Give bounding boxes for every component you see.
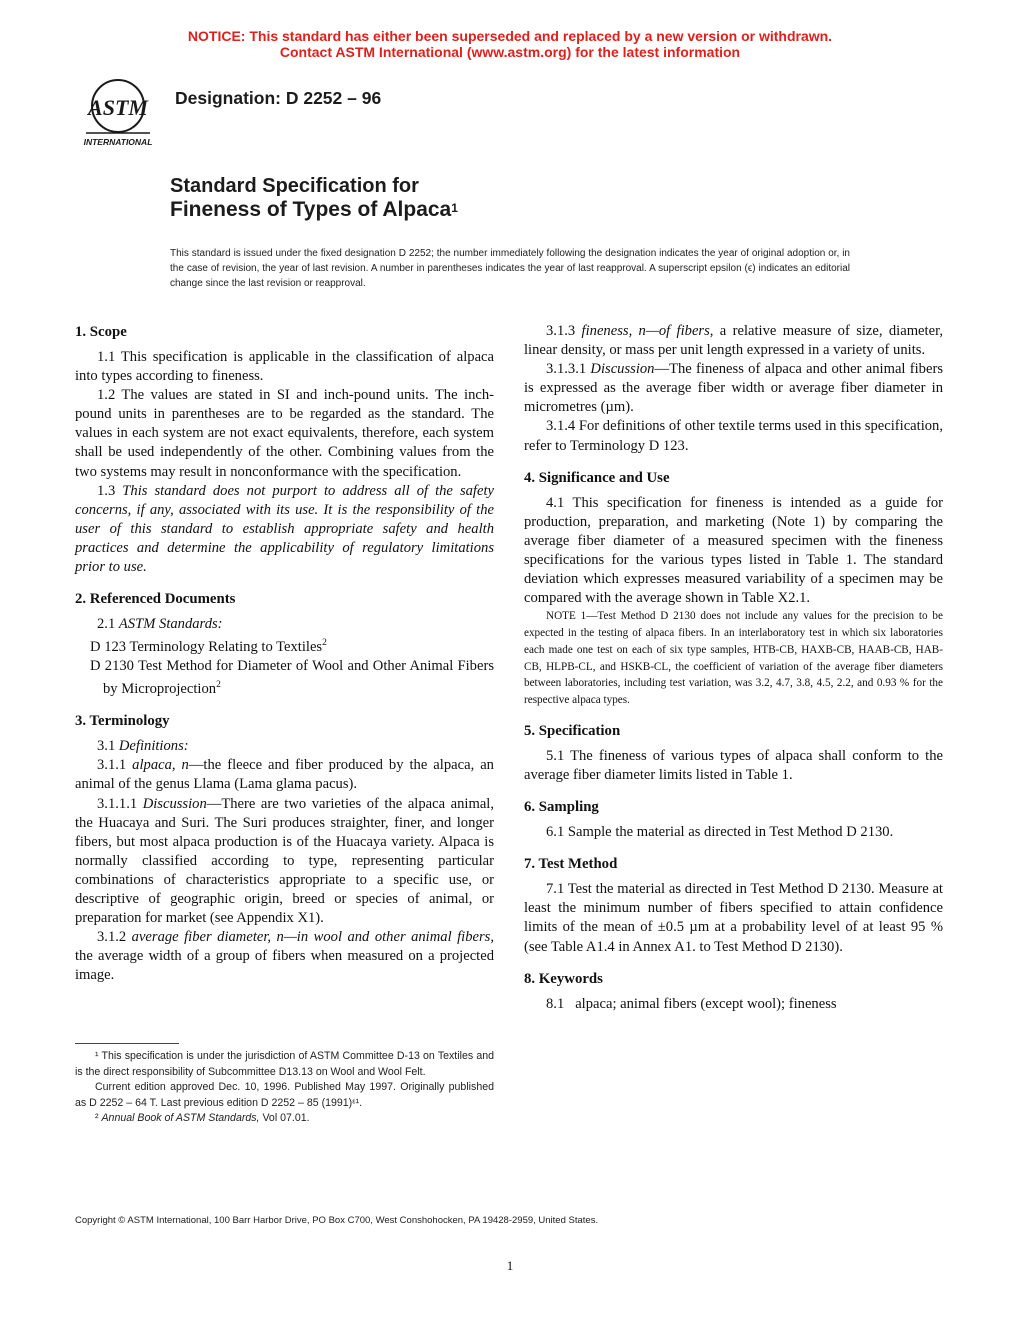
sampling-6-1: 6.1 Sample the material as directed in Test Method D 2130. (546, 824, 894, 841)
terminology-3-1-1-1: 3.1.1.1 Discussion—There are two varieties of the alpaca animal, the Huacaya and Suri. The Suri produces straighter, finer, and longer fibers, but most alpaca production is of the Huacaya variety. Alpaca is normally classified according to type, representing particular combinations of characteristics appropriate to a specific use, or descriptive of geographic origin, breed or species of animal, or preparation for market (see Appendix X1). (75, 795, 494, 927)
terminology-3-1-4: 3.1.4 For definitions of other textile terms used in this specification, refer to Terminology D 123. (524, 418, 943, 454)
significance-4-1: 4.1 This specification for fineness is intended as a guide for production, preparation, and marketing (Note 1) by comparing the average fiber diameter of a measured specimen with the fineness specifications for the various types listed in Table 1. The standard deviation which expresses measured variability of a specimen may be compared with the average shown in Table X2.1. (524, 494, 943, 607)
scope-1-1: 1.1 This specification is applicable in the classification of alpaca into types according to fineness. (75, 349, 494, 385)
scope-1-2: 1.2 The values are stated in SI and inch-pound units. The inch-pound units in parentheses are to be regarded as the standard. The values in each system are not exact equivalents, therefore, each system shall be used independently of the other. Combining values from the two systems may result in nonconformance with the specification. (75, 387, 494, 480)
test-method-7-1: 7.1 Test the material as directed in Test Method D 2130. Measure at least the minimum number of fibers specified to attain confidence limits of the mean of ±0.5 µm at a probability level of at least 95 % (see Table A1.4 in Annex A1. to Test Method D 2130). (524, 881, 943, 955)
page-number: 1 (506, 1258, 514, 1273)
note-1: NOTE 1—Test Method D 2130 does not include any values for the precision to be expected in the testing of alpaca fibers. In an interlaboratory test in which six laboratories each made one test on each of six type samples, HTB-CB, HAXB-CB, HAAB-CB, HAB-CB, HLPB-CL, and HSKB-CL, the coefficient of variation of the average fiber diameters between laboratories, including test variation, was 3.2, 4.7, 3.8, 4.5, 2.2, and 0.93 % for the respective alpaca types. (524, 610, 943, 707)
title-line-1: Standard Specification for (170, 175, 419, 197)
footnote-rule (75, 1043, 179, 1044)
issue-statement: This standard is issued under the fixed designation D 2252; the number immediately following the designation indicates the year of original adoption or, in the case of revision, the year of last revision. A number in parentheses indicates the year of last reapproval. A superscript epsilon (ϵ) indicates an editorial change since the last revision or reapproval. (170, 248, 850, 289)
logo-letters: ASTM (88, 95, 148, 120)
terminology-3-1-2: 3.1.2 average fiber diameter, n—in wool and other animal fibers, the average width of a group of fibers when measured on a projected image. (75, 929, 494, 984)
notice-line-2: Contact ASTM International (www.astm.org) for the latest information (279, 44, 741, 60)
notice-line-1: NOTICE: This standard has either been superseded and replaced by a new version or withdrawn. (187, 28, 833, 44)
section-referenced-heading: 2. Referenced Documents (75, 591, 236, 608)
terminology-3-1-1: 3.1.1 alpaca, n—the fleece and fiber produced by the alpaca, an animal of the genus Llama (Lama glama pacus). (75, 757, 494, 793)
withdrawal-notice (0, 28, 1020, 60)
specification-5-1: 5.1 The fineness of various types of alpaca shall conform to the average fiber diameter limits listed in Table 1. (524, 748, 943, 784)
referenced-2-1: 2.1 ASTM Standards: (97, 616, 223, 633)
reference-d2130: D 2130 Test Method for Diameter of Wool and Other Animal Fibers by Microprojection$^2$ (90, 658, 494, 698)
reference-d123: D 123 Terminology Relating to Textiles$^2$ (90, 638, 327, 656)
scope-1-3: 1.3 This standard does not purport to address all of the safety concerns, if any, associated with its use. It is the responsibility of the user of this standard to establish appropriate safety and health practices and determine the applicability of regulatory limitations prior to use. (75, 482, 494, 576)
section-keywords-heading: 8. Keywords (524, 970, 603, 987)
footnotes (75, 1049, 494, 1127)
logo-caption: INTERNATIONAL (83, 137, 153, 147)
left-column (75, 322, 494, 985)
section-test-method-heading: 7. Test Method (524, 856, 618, 873)
footnote-2: ² Annual Book of ASTM Standards, Vol 07.01. (95, 1112, 310, 1124)
section-sampling-heading: 6. Sampling (524, 799, 599, 816)
footnote-1-edition: Current edition approved Dec. 10, 1996. Published May 1997. Originally published as D 2252 – 64 T. Last previous edition D 2252 – 85 (1991)ᵋ¹. (75, 1081, 494, 1109)
title-line-2: Fineness of Types of Alpaca (170, 198, 452, 221)
footnote-1: ¹ This specification is under the jurisdiction of ASTM Committee D-13 on Textiles and is the direct responsibility of Subcommittee D13.13 on Wool and Wool Felt. (75, 1050, 494, 1078)
designation: Designation: D 2252 – 96 (175, 88, 382, 108)
section-terminology-heading: 3. Terminology (75, 713, 170, 730)
document-title (170, 174, 458, 222)
section-scope-heading: 1. Scope (75, 324, 127, 340)
terminology-3-1-3-1: 3.1.3.1 Discussion—The fineness of alpaca and other animal fibers is expressed as the average fiber width or average fiber diameter in micrometres (µm). (524, 361, 943, 416)
right-column (524, 322, 943, 1014)
astm-logo (76, 74, 160, 150)
terminology-3-1: 3.1 Definitions: (97, 738, 189, 755)
section-significance-heading: 4. Significance and Use (524, 469, 670, 486)
section-specification-heading: 5. Specification (524, 723, 621, 739)
copyright: Copyright © ASTM International, 100 Barr Harbor Drive, PO Box C700, West Conshohocken, PA 19428-2959, United States. (75, 1215, 599, 1226)
keywords-8-1: 8.1 alpaca; animal fibers (except wool); fineness (546, 995, 837, 1012)
title-footnote-mark: 1 (451, 201, 458, 215)
terminology-3-1-3: 3.1.3 fineness, n—of fibers, a relative measure of size, diameter, linear density, or mass per unit length expressed in a variety of units. (524, 323, 943, 359)
